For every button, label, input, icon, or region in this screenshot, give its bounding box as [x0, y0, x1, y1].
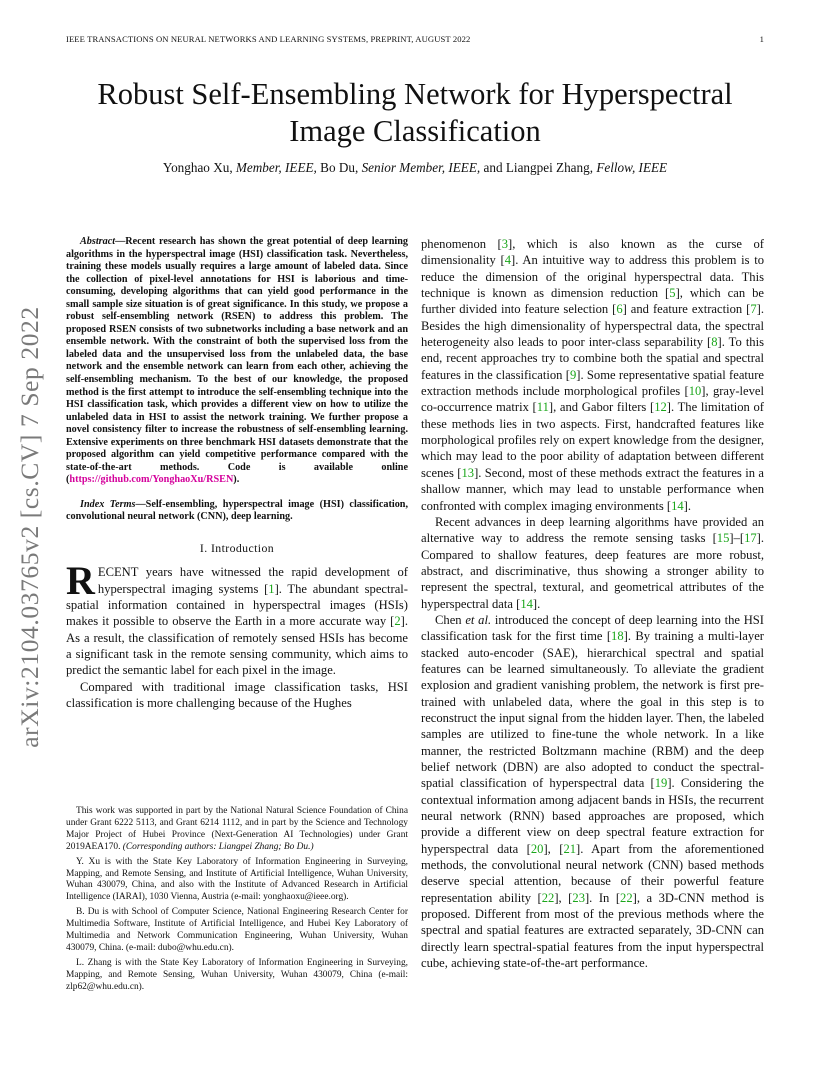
author-1-role: Member, IEEE,	[235, 160, 317, 175]
text-run: ]. To this end, recent approaches try to combine both the spatial and spectral features in the classification [	[421, 335, 765, 382]
right-paragraph-3	[421, 612, 764, 972]
section-heading-introduction: I. Introduction	[199, 541, 275, 556]
citation-link[interactable]: 13	[461, 465, 475, 480]
text-run: ]. Apart from the aforementioned methods, the convolutional neural network (CNN) based methods deserve special attention, because of their powerful feature representation ability [	[421, 841, 764, 905]
page-number: 1	[759, 34, 764, 44]
author-1: Yonghao Xu,	[162, 160, 233, 175]
abstract	[66, 236, 408, 487]
index-terms	[66, 499, 408, 524]
author-3: Liangpei Zhang,	[505, 160, 594, 175]
text-run: ], [	[543, 841, 564, 856]
citation-link[interactable]: 20	[530, 841, 544, 856]
citation-link[interactable]: 17	[744, 531, 757, 546]
text-run: ], which can be further divided into feature selection [	[421, 286, 764, 317]
text-run: ], and Gabor filters [	[548, 400, 655, 415]
footnote-du: B. Du is with School of Computer Science, National Engineering Research Center for Multimedia Software, Institute of Artificial Intelligence, and Hubei Key Laboratory of Multimedia and Network Communication Engineering, Wuhan University, Wuhan 430079, China. (e-mail: dubo@whu.edu.cn).	[66, 907, 408, 953]
drop-cap: R	[66, 558, 95, 604]
citation-link[interactable]: 7	[750, 302, 757, 317]
right-paragraph-1	[421, 236, 764, 514]
citation-link[interactable]: 6	[616, 302, 623, 317]
citation-link[interactable]: 2	[394, 614, 401, 629]
citation-link[interactable]: 12	[654, 400, 667, 415]
author-and: and	[483, 160, 503, 175]
text-run: ]. An intuitive way to address this problem is to reduce the dimension of the original hyperspectral data. This technique is known as dimension reduction [	[421, 253, 764, 301]
citation-link[interactable]: 9	[569, 367, 577, 382]
text-run: ]. The abundant spectral-spatial information contained in hyperspectral images (HSIs) makes it possible to observe the Earth in a more accurate way [	[66, 581, 408, 629]
text-run: Chen	[435, 612, 466, 627]
intro-paragraph-2: Compared with traditional image classification tasks, HSI classification is more challenging because of the Hughes	[66, 679, 408, 711]
citation-link[interactable]: 5	[669, 286, 676, 301]
code-link[interactable]: https://github.com/YonghaoXu/RSEN	[69, 474, 234, 486]
paper-title	[66, 76, 764, 150]
intro-paragraph-1	[66, 558, 408, 678]
footnote-xu: Y. Xu is with the State Key Laboratory of Information Engineering in Surveying, Mapping, and Remote Sensing, and Institute of Artificial Intelligence, Wuhan University, Wuhan 430079, China, and also with the Institute of Advanced Research in Artificial Intelligence (IARAI), 1030 Vienna, Austria (e-mail: yonghaoxu@ieee.org).	[66, 856, 408, 903]
citation-link[interactable]: 22	[620, 890, 633, 905]
text-run: ]. Besides the high dimensionality of hyperspectral data, the spectral heterogeneity also leads to poor inter-class separability [	[421, 302, 764, 350]
citation-link[interactable]: 19	[654, 776, 668, 791]
text-run: ]. Second, most of these methods extract the features in a shallow manner, which may lead to unstable performance when confronted with complex imaging environments [	[421, 465, 765, 513]
text-run: ]. Compared to shallow features, deep features are more robust, abstract, and discriminative, thus showing a stronger ability to represent the spectral, textural, and geometrical attributes of the hyperspectral data [	[421, 531, 764, 611]
text-run: ] and feature extraction [	[622, 302, 751, 317]
index-terms-body: Self-ensembling, hyperspectral image (HSI) classification, convolutional neural network (CNN), deep learning.	[66, 498, 408, 523]
citation-link[interactable]: 1	[268, 581, 275, 596]
text-run: ].	[683, 498, 692, 513]
text-run: ]. The limitation of these methods lies in two aspects. First, handcrafted features like morphological profiles rely on expert knowledge from the designer, which may lead to the poor ability of adaptation between different scenes [	[421, 400, 764, 480]
citation-link[interactable]: 18	[611, 629, 624, 644]
right-paragraph-2	[421, 514, 764, 612]
text-run: ], gray-level co-occurrence matrix [	[421, 384, 764, 415]
abstract-body: Recent research has shown the great potential of deep learning algorithms in the hyperspectral image (HSI) classification task. Nevertheless, training these models usually requires a large amount of labeled data. Since the collection of pixel-level annotations for HSI is laborious and time-consuming, developing algorithms that can yield good performance in the small sample size situation is of great significance. In this study, we propose a robust self-ensembling network (RSEN) to address this problem. The proposed RSEN consists of two subnetworks including a base network and an ensemble network. With the constraint of both the supervised loss from the labeled data and the unsupervised loss from the unlabeled data, the base network and the ensemble network can learn from each other, achieving the self-ensembling mechanism. To the best of our knowledge, the proposed method is the first attempt to introduce the self-ensembling technique into the HSI classification task, which provides a different view on how to utilize the unlabeled data in HSI to assist the network training. We further propose a novel consistency filter to increase the robustness of self-ensembling learning. Extensive experiments on three benchmark HSI datasets demonstrate that the proposed algorithm can yield competitive performance compared with the state-of-the-art methods. Code is available online (	[66, 236, 408, 486]
author-3-role: Fellow, IEEE	[596, 160, 668, 175]
text-run: ]–[	[729, 531, 745, 546]
citation-link[interactable]: 10	[688, 384, 702, 399]
citation-link[interactable]: 3	[501, 237, 509, 251]
citation-link[interactable]: 15	[716, 531, 730, 546]
text-run: ], which is also known as the curse of dimensionality [	[421, 237, 764, 268]
footnote-funding	[66, 806, 408, 854]
text-run: Recent advances in deep learning algorithms have provided an alternative way to address the remote sensing tasks [	[421, 514, 764, 546]
corresponding-authors: (Corresponding authors: Liangpei Zhang; Bo Du.)	[122, 841, 314, 852]
text-run: ].	[532, 596, 541, 611]
right-column	[421, 236, 764, 971]
citation-link[interactable]: 11	[536, 400, 549, 415]
arxiv-stamp	[10, 292, 50, 762]
index-terms-dash: —	[135, 498, 146, 510]
journal-name: IEEE TRANSACTIONS ON NEURAL NETWORKS AND LEARNING SYSTEMS, PREPRINT, AUGUST 2022	[66, 34, 471, 44]
text-run: ], [	[554, 890, 573, 905]
text-run: introduced the concept of deep learning into the HSI classification task for the first time [	[421, 612, 764, 644]
text-run: ]. In [	[584, 890, 621, 905]
text-run: This work was supported in part by the National Natural Science Foundation of China under Grant 6222 5113, and Grant 6214 1112, and in part by the Science and Technology Major Project of Hubei Province (Next-Generation AI Technologies) under Grant 2019AEA170.	[66, 806, 408, 852]
text-run: ], a 3D-CNN method is proposed. Different from most of the previous methods where the spectral and spatial features are extracted separately, 3D-CNN can directly learn spectral-spatial features from the input hyperspectral cube, achieving state-of-the-art performance.	[421, 890, 764, 971]
footnotes	[66, 806, 408, 997]
text-run: ECENT years have witnessed the rapid development of hyperspectral imaging systems [	[97, 565, 408, 596]
citation-link[interactable]: 14	[671, 498, 684, 513]
et-al: et al.	[465, 612, 492, 627]
title-line-2: Image Classification	[289, 114, 541, 148]
title-line-1: Robust Self-Ensembling Network for Hyperspectral	[97, 77, 733, 111]
citation-link[interactable]: 23	[572, 890, 585, 905]
text-run: ]. Some representative spatial feature extraction methods include morphological profiles [	[421, 367, 765, 399]
text-run: ]. By training a multi-layer stacked auto-encoder (SAE), hierarchical spectral and spatial features can be learned simultaneously. To alleviate the gradient explosion and gradient vanishing problem, the network is first pre-trained with unlabeled data, where the goal in this step is to reconstruct the input signal from the hidden layer. Then, the labeled samples are utilized to fine-tune the whole network. In a like manner, the restricted Boltzmann machine (RBM) and the deep belief network (DBN) are also adopted to conduct the spectral-spatial classification of hyperspectral data [	[421, 629, 764, 791]
abstract-dash: —	[115, 236, 126, 247]
citation-link[interactable]: 8	[711, 335, 718, 350]
arxiv-id: arXiv:2104.03765v2 [cs.CV] 7 Sep 2022	[15, 306, 44, 748]
text-run: phenomenon [	[421, 237, 502, 251]
citation-link[interactable]: 14	[520, 596, 533, 611]
running-header	[66, 34, 764, 48]
abstract-label: Abstract	[80, 236, 116, 247]
left-column	[66, 236, 408, 711]
footnote-zhang: L. Zhang is with the State Key Laboratory of Information Engineering in Surveying, Mapping, and Remote Sensing, Wuhan University, Wuhan 430079, China (e-mail: zlp62@whu.edu.cn).	[66, 957, 408, 992]
author-list	[66, 160, 764, 176]
text-run: ]. As a result, the classification of remotely sensed HSIs has become a significant task in the remote sensing community, which aims to predict the semantic label for each pixel in the image.	[66, 614, 408, 678]
citation-link[interactable]: 4	[504, 253, 512, 268]
text-run: ]. Considering the contextual information among adjacent bands in HSIs, the recurrent neural network (RNN) based approaches are proposed, which provide a different view on deep spectral feature extraction for hyperspectral data [	[421, 776, 764, 856]
index-terms-label: Index Terms	[80, 498, 136, 510]
citation-link[interactable]: 21	[563, 841, 577, 856]
author-2: Bo Du,	[320, 160, 359, 175]
abstract-end: ).	[233, 474, 240, 486]
author-2-role: Senior Member, IEEE,	[361, 160, 481, 175]
citation-link[interactable]: 22	[541, 890, 555, 905]
